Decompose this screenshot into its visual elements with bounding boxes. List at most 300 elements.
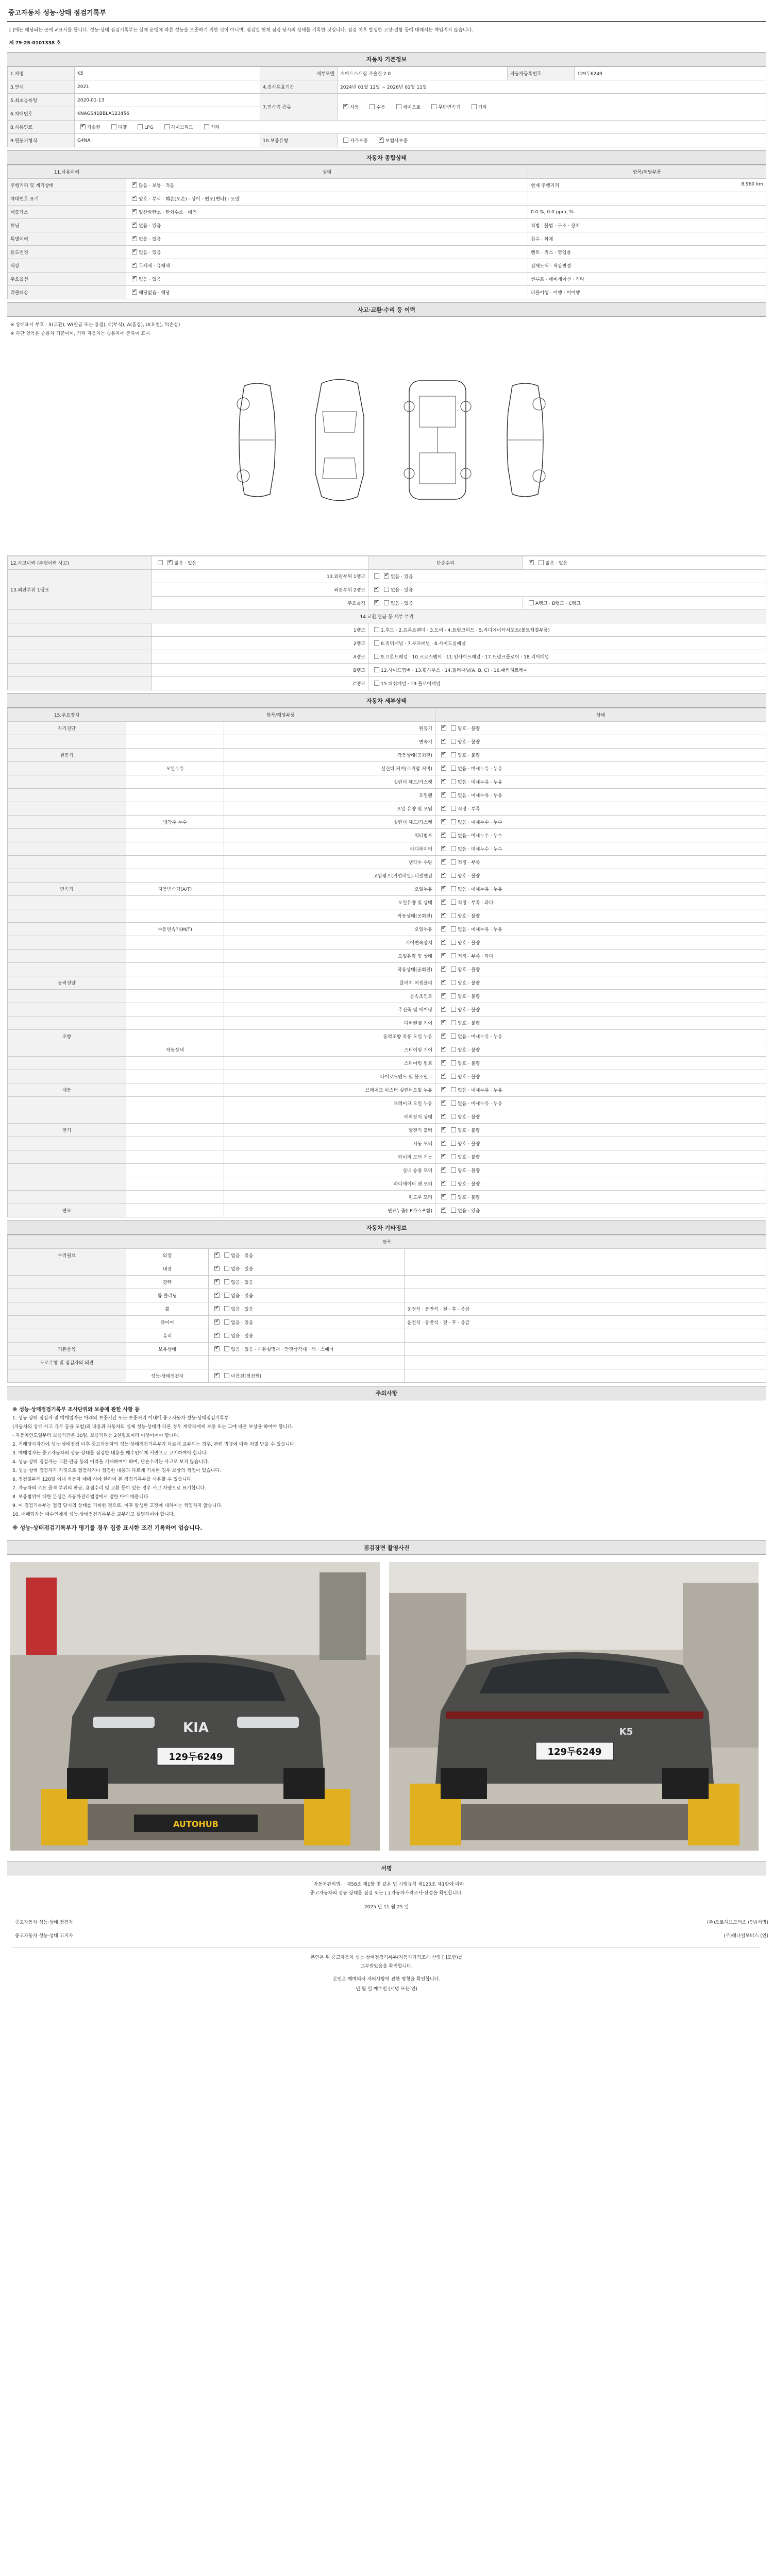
overall-row-state: ✔ 양호 · 부식 · 훼손(오손) · 상이 · 변조(변타) · 도말 [126,192,528,206]
detail-row-state: ✔ 없음 · 미세누유 · 누유 [435,1083,766,1097]
overall-row [8,246,766,259]
other-row-state: ✔ 이종진(점검원) [209,1369,405,1383]
section-overall-title: 자동차 종합상태 [7,150,766,165]
exchange-part-row [8,664,766,677]
detail-row-sub [126,829,224,842]
car-right-side-view [497,381,553,499]
detail-row-item: 배력장치 상태 [224,1110,435,1124]
detail-row-item: 시동 모터 [224,1137,435,1150]
other-row [8,1329,766,1343]
lift-brand-left: AUTOHUB [173,1819,219,1829]
fuel-options: ✔ 가솔린 디젤 LPG 하이브리드 기타 [75,121,766,134]
exchange-part-items: 12.사이드멤버 · 13.휠하우스 · 14.필러패널(A, B, C) · 16.패키지트레이 [368,664,766,677]
detail-row-group [8,1137,126,1150]
detail-row-state: ✔ 양호 · 불량 [435,936,766,950]
detail-row [8,936,766,950]
overall-row-label: 색상 [8,259,126,273]
caution-line: - 자동차인도일부터 보증기간은 30일, 보증거리는 2천킬로미터 이상이어야 합니다. [12,1433,180,1438]
overall-row-state: ✔ 무채색 · 유채색 [126,259,528,273]
detail-row-sub [126,936,224,950]
inspection-document [7,5,766,1997]
section-caution-title: 주의사항 [7,1386,766,1400]
other-row [8,1262,766,1276]
other-row-extra [405,1343,766,1356]
detail-row-group [8,789,126,802]
other-row-item: 내장 [126,1262,209,1276]
detail-row [8,1070,766,1083]
detail-row-item: 브레이크 오일 누유 [224,1097,435,1110]
section-basic-title: 자동차 기본정보 [7,52,766,66]
detail-row [8,856,766,869]
overall-row-state: ✔ 많음 · 보통 · 적음 [126,179,528,192]
detail-row-sub [126,1070,224,1083]
detail-row-state: ✔ 적정 · 부족 · 과다 [435,896,766,909]
detail-row [8,963,766,976]
detail-row-item: 실린더 커버(로커암 커버) [224,762,435,775]
detail-row [8,1083,766,1097]
detail-row-item: 추진축 및 베어링 [224,1003,435,1016]
caution-line: (자동차의 상태·사고 유무 등을 포함)의 내용과 자동차의 실제 성능·상태가 다른 경우 계약자에게 보증 또는 그에 따른 보상을 하여야 합니다. [12,1425,294,1430]
detail-row [8,1177,766,1191]
other-row-extra: 운전석 · 동반석 · 전 · 후 · 응급 [405,1302,766,1316]
inspection-photos [7,1555,766,1858]
overall-row-detail: 렌트 · 리스 · 영업용 [528,246,766,259]
detail-row-group [8,1070,126,1083]
detail-row-state: ✔ 양호 · 불량 [435,1110,766,1124]
detail-row-state: ✔ 양호 · 불량 [435,1003,766,1016]
detail-row-group: 연료 [8,1204,126,1217]
exchange-part-rank: B랭크 [152,664,368,677]
detail-row-sub [126,1137,224,1150]
detail-row [8,1124,766,1137]
other-row-group [8,1329,126,1343]
section-detail-title: 자동차 세부상태 [7,693,766,708]
front-car-image [10,1562,380,1851]
overall-row-detail: 적법 · 불법 · 구조 · 장치 [528,219,766,232]
damage-table: 12.사고이력 (주행이력 사고) ✔ 없음 · 있음 단순수리 ✔ 없음 · 있음 13.외판부위 1랭크 13.외판부위 1랭크 ✔ 없음 · 있음 외판부위 2랭크 ✔ 없음 · 있음 주요골격 ✔ 없음 · 있음 A랭크 · B랭크 · C랭크 14.교환,판금 등 세부 부위 1랭크 1.후드 · 2.프론트펜더 · 3.도어 · 4.트렁크리드 · 5.라디에이터서포트(볼트체결부품) 2랭크 6.쿼터패널 · 7.루프패널 · 8.사이드실패널 A랭크 9.프론트패널 · 10.크로스멤버 · 11.인사이드패널 · 17.트렁크플로어 · 18.리어패널 B랭크 12.사이드멤버 · 13.휠하우스 · 14.필러패널(A, B, C) · 16.패키지트레이 C랭크 15.대쉬패널 · 19.플로어패널 [7,556,766,690]
detail-row-group [8,1110,126,1124]
detail-row-sub [126,1083,224,1097]
detail-row-item: 냉각수 수량 [224,856,435,869]
detail-row-sub [126,1150,224,1164]
caution-line: 3. 매매업자는 중고자동차의 성능·상태를 점검한 내용을 매수인에게 서면으로 고지하여야 합니다. [12,1451,208,1456]
detail-row-state: ✔ 양호 · 불량 [435,1164,766,1177]
exchange-part-group [8,637,152,650]
detail-row [8,1150,766,1164]
detail-row-item: 등속조인트 [224,990,435,1003]
exchange-part-group [8,677,152,690]
other-row-item: 광택 [126,1276,209,1289]
other-row [8,1289,766,1302]
detail-row-item: 스티어링 펌프 [224,1057,435,1070]
detail-row-sub [126,1191,224,1204]
detail-row-group: 변속기 [8,883,126,896]
other-row-group [8,1289,126,1302]
detail-row-state: ✔ 양호 · 불량 [435,1191,766,1204]
detail-row-sub: 자동변속기(A/T) [126,883,224,896]
detail-row-item: 오일누유 [224,923,435,936]
other-row-extra [405,1249,766,1262]
other-row-state: ✔ 없음 · 있음 [209,1302,405,1316]
detail-row-sub [126,789,224,802]
other-row-item: 휠 [126,1302,209,1316]
detail-row-group: 원동기 [8,749,126,762]
overall-row-state: ✔ 없음 · 있음 [126,273,528,286]
detail-row-item: 작동상태(공회전) [224,749,435,762]
detail-row-item: 라디에이터 [224,842,435,856]
caution-lines [12,1414,761,1519]
other-row-group: 수리필요 [8,1249,126,1262]
detail-row [8,1097,766,1110]
other-row-item: 유리 [126,1329,209,1343]
detail-row-state: ✔ 적정 · 부족 [435,802,766,816]
detail-row-group [8,990,126,1003]
detail-row-state: ✔ 양호 · 불량 [435,1137,766,1150]
detail-row [8,1110,766,1124]
other-row-state: ✔ 없음 · 있음 [209,1329,405,1343]
overall-table: 11.사용이력 상태 항목/해당부품 주행거리 및 계기상태 ✔ 많음 · 보통 · 적음 현재 주행거리 8,960 km 차대번호 표기 ✔ 양호 · 부식 · 훼손(오손) · 상이 · 변조(변타) · 도말 배출가스 ✔ 일산화탄소 · 탄화수소 · 매연 0.0 %, 0.0 ppm, % 튜닝 ✔ 없음 · 있음 적법 · 불법 · 구조 · 장치 특별이력 ✔ 없음 · 있음 침수 · 화재 용도변경 ✔ 없음 · 있음 렌트 · 리스 · 영업용 색상 ✔ 무채색 · 유채색 전체도색 · 색상변경 주요옵션 ✔ 없음 · 있음 썬루프 · 네비게이션 · 기타 리콜대상 ✔ 해당없음 · 해당 리콜이행 · 이행 · 미이행 [7,165,766,299]
overall-row-detail: 리콜이행 · 이행 · 미이행 [528,286,766,299]
detail-row-sub [126,963,224,976]
detail-row-item: 실린더 헤드/가스켓 [224,816,435,829]
detail-row-sub [126,802,224,816]
overall-row-state: ✔ 없음 · 있음 [126,232,528,246]
detail-row-sub [126,1177,224,1191]
detail-row-item: 실내 송풍 모터 [224,1164,435,1177]
detail-row [8,1057,766,1070]
detail-row-state: ✔ 없음 · 미세누유 · 누유 [435,1097,766,1110]
document-number-value: 79-25-0101338 [15,41,55,46]
warranty-options: 자가보증 ✔ 보험사보증 [338,134,766,147]
detail-row-group [8,1191,126,1204]
detail-row-state: ✔ 없음 · 미세누수 · 누수 [435,842,766,856]
detail-row-state: ✔ 양호 · 불량 [435,1043,766,1057]
detail-row-item: 클러치 어셈블리 [224,976,435,990]
detail-row-group [8,909,126,923]
detail-row-group [8,735,126,749]
detail-row-sub: 냉각수 누수 [126,816,224,829]
other-row-item: 보유상태 [126,1343,209,1356]
exchange-part-rank: C랭크 [152,677,368,690]
overall-row-label: 차대번호 표기 [8,192,126,206]
document-notice: [ ]에는 해당되는 곳에 ✔표시를 합니다. 성능·상태 점검기록부는 실제 운행에 따른 성능을 보증하기 위한 것이 아니며, 점검일 현재 점검 당시의 상태를 기록한 것입니다. 점검 이후 발생한 고장·결함 등에 대해서는 책임지지 않습니다. [9,28,474,33]
detail-row [8,976,766,990]
exchange-part-group [8,664,152,677]
svg-text:KIA: KIA [183,1720,209,1736]
front-plate: 129두6249 [169,1752,223,1762]
detail-row-state: ✔ 없음 · 미세누수 · 누수 [435,816,766,829]
other-row [8,1316,766,1329]
other-row-extra [405,1289,766,1302]
detail-row-group [8,1150,126,1164]
section-other-title: 자동차 기타정보 [7,1221,766,1235]
overall-row-label: 튜닝 [8,219,126,232]
overall-row [8,259,766,273]
detail-row [8,749,766,762]
detail-row-state: ✔ 없음 · 미세누유 · 누유 [435,883,766,896]
other-row-state: ✔ 없음 · 있음 [209,1249,405,1262]
car-damage-diagram [7,340,766,556]
detail-row-sub [126,976,224,990]
other-row-item: 룸 클리닝 [126,1289,209,1302]
detail-row-item: 발전기 출력 [224,1124,435,1137]
exchange-parts-rows [8,623,766,690]
detail-row-state: ✔ 양호 · 불량 [435,869,766,883]
exchange-part-rank: 1랭크 [152,623,368,637]
detail-row-sub [126,1003,224,1016]
detail-row-item: 기어변속장치 [224,936,435,950]
detail-row-sub [126,869,224,883]
detail-row-item: 오일팬 [224,789,435,802]
detail-row-group [8,1043,126,1057]
detail-row-state: ✔ 없음 · 미세누유 · 누유 [435,1030,766,1043]
exchange-part-rank: A랭크 [152,650,368,664]
exchange-part-row [8,623,766,637]
caution-line: 2. 거래당사자간에 성능·상태점검 이후 중고자동차의 성능·상태점검기록부가 다르게 교부되는 경우, 관련 법규에 따라 처벌 받을 수 있습니다. [12,1442,296,1447]
overall-row-state: ✔ 해당없음 · 해당 [126,286,528,299]
detail-row-item: 오일 유량 및 오염 [224,802,435,816]
car-left-side-view [229,381,285,499]
detail-row-group [8,762,126,775]
detail-row-group [8,842,126,856]
section-photo-title: 점검장면 촬영사진 [7,1540,766,1555]
damage-legend: ※ 상태표시 부호 : X(교환), W(판금 또는 용접), C(부식), A(흠집), U(요철), T(손상) [10,323,180,328]
overall-row-label: 용도변경 [8,246,126,259]
detail-row-sub [126,749,224,762]
car-underbody-view [399,376,476,504]
other-row [8,1343,766,1356]
overall-row-label: 리콜대상 [8,286,126,299]
detail-row-state: ✔ 양호 · 불량 [435,1124,766,1137]
detail-row-sub [126,1164,224,1177]
detail-row-group: 자기진단 [8,722,126,735]
detail-row-item: 연료누출(LP가스포함) [224,1204,435,1217]
detail-row-state: ✔ 없음 · 미세누유 · 누유 [435,923,766,936]
caution-line: 6. 점검일부터 120일 이내 자동차 매매 시에 한하여 본 점검기록부를 사용할 수 있습니다. [12,1477,193,1482]
detail-row-state: ✔ 없음 · 있음 [435,1204,766,1217]
caution-line: 8. 보증범위에 대한 분쟁은 자동차관리법령에서 정한 바에 따릅니다. [12,1495,150,1500]
other-row [8,1369,766,1383]
detail-row [8,762,766,775]
section-damage-title: 사고·교환·수리 등 이력 [7,302,766,317]
detail-row-state: ✔ 양호 · 불량 [435,749,766,762]
overall-rows [8,179,766,299]
detail-row-group [8,963,126,976]
detail-row [8,842,766,856]
detail-row-sub [126,1030,224,1043]
other-row-group [8,1369,126,1383]
detail-row-state: ✔ 양호 · 불량 [435,990,766,1003]
detail-row [8,1191,766,1204]
detail-row-item: 오일유량 및 상태 [224,896,435,909]
detail-row-item: 고압펌프(커먼레일)-디젤엔진 [224,869,435,883]
other-row-state: ✔ 없음 · 있음 [209,1289,405,1302]
detail-row-group [8,923,126,936]
other-row-extra [405,1356,766,1369]
document-number: 제 79-25-0101338 호 [9,41,61,46]
detail-row-sub [126,775,224,789]
other-row-item: 성능·상태점검자 [126,1369,209,1383]
detail-row-sub [126,1110,224,1124]
other-row-group [8,1262,126,1276]
other-row-item: 외장 [126,1249,209,1262]
overall-row [8,179,766,192]
other-rows [8,1249,766,1383]
detail-row-item: 동력조향 작동 오일 누유 [224,1030,435,1043]
detail-row-item: 원동기 [224,722,435,735]
overall-row-detail: 전체도색 · 색상변경 [528,259,766,273]
exchange-part-rank: 2랭크 [152,637,368,650]
detail-row-group [8,1003,126,1016]
detail-row-sub [126,1204,224,1217]
detail-row [8,1043,766,1057]
detail-row-item: 실린더 헤드/가스켓 [224,775,435,789]
detail-row-state: ✔ 양호 · 불량 [435,976,766,990]
detail-row-item: 스티어링 기어 [224,1043,435,1057]
detail-row-group: 동력전달 [8,976,126,990]
detail-row [8,869,766,883]
detail-row [8,735,766,749]
detail-row-state: ✔ 양호 · 불량 [435,1150,766,1164]
exchange-part-items: 15.대쉬패널 · 19.플로어패널 [368,677,766,690]
other-row-extra: 운전석 · 동반석 · 전 · 후 · 응급 [405,1316,766,1329]
detail-row-sub [126,1124,224,1137]
other-row-group [8,1316,126,1329]
detail-row-item: 라디에이터 팬 모터 [224,1177,435,1191]
document-title: 중고자동차 성능·상태 점검기록부 [7,5,766,22]
car-top-view [306,376,373,504]
detail-row [8,990,766,1003]
detail-row-sub [126,909,224,923]
detail-row-sub [126,1057,224,1070]
overall-row-label: 주요옵션 [8,273,126,286]
overall-row [8,192,766,206]
detail-row-group [8,802,126,816]
other-row-extra [405,1369,766,1383]
detail-row-group [8,1177,126,1191]
detail-row-group [8,829,126,842]
detail-row-sub [126,990,224,1003]
detail-row [8,789,766,802]
svg-text:K5: K5 [619,1726,633,1737]
detail-row-item: 브레이크 마스터 실린더오일 누유 [224,1083,435,1097]
detail-row-group [8,816,126,829]
other-row-state: ✔ 없음 · 있음 · 사용설명서 · 안전삼각대 · 잭 · 스패너 [209,1343,405,1356]
detail-row-state: ✔ 양호 · 불량 [435,1057,766,1070]
detail-row-state: ✔ 양호 · 불량 [435,735,766,749]
detail-row [8,1164,766,1177]
detail-row-state: ✔ 양호 · 불량 [435,1070,766,1083]
overall-row [8,206,766,219]
detail-row-item: 오일유량 및 상태 [224,950,435,963]
other-row-extra [405,1262,766,1276]
other-row [8,1356,766,1369]
section-sign-title: 서명 [7,1861,766,1875]
exchange-part-items: 1.후드 · 2.프론트펜더 · 3.도어 · 4.트렁크리드 · 5.라디에이터서포트(볼트체결부품) [368,623,766,637]
detail-row-sub: 수동변속기(M/T) [126,923,224,936]
overall-row [8,273,766,286]
detail-row-state: ✔ 적정 · 부족 [435,856,766,869]
exchange-part-group [8,623,152,637]
detail-row-item: 타이로드엔드 및 볼조인트 [224,1070,435,1083]
detail-row-group [8,1164,126,1177]
detail-row-state: ✔ 양호 · 불량 [435,722,766,735]
detail-row-sub [126,735,224,749]
overall-row-label: 특별이력 [8,232,126,246]
detail-row-group [8,950,126,963]
exchange-part-group [8,650,152,664]
basic-info-table: 1.차명 K5 세부모델 스마트스트림 가솔린 2.0 자동차등록번호 129두6249 3.연식 2021 4.검사유효기간 2024년 01월 12일 ~ 2026년 01월 11일 5.최초등록일 2020-01-13 7.변속기 종류 ✔ 자동 수동 세미오토 무단변속기 기타 6.차대번호 KNAGS41BBLA123456 8.사용연료 ✔ 가솔린 디젤 LPG 하이브리드 기타 9.원동기형식 G4NA 10.보증유형 자가보증 ✔ 보험사보증 [7,66,766,147]
caution-line: 1. 성능·상태 점검자 및 매매업자는 아래의 보증기간 또는 보증거리 이내에 중고자동차 성능·상태점검기록부 [12,1416,229,1421]
detail-row-state: ✔ 없음 · 미세누유 · 누유 [435,789,766,802]
detail-row-group [8,896,126,909]
overall-row-label: 주행거리 및 계기상태 [8,179,126,192]
detail-row [8,1016,766,1030]
overall-row-detail [528,192,766,206]
exchange-part-items: 6.쿼터패널 · 7.루프패널 · 8.사이드실패널 [368,637,766,650]
detail-row [8,896,766,909]
detail-row [8,883,766,896]
rear-car-image [389,1562,759,1851]
overall-row-state: ✔ 없음 · 있음 [126,219,528,232]
detail-row-group: 전기 [8,1124,126,1137]
other-row-group [8,1276,126,1289]
other-row-group: 기본품목 [8,1343,126,1356]
overall-row-detail: 0.0 %, 0.0 ppm, % [528,206,766,219]
detail-row [8,775,766,789]
overall-row-state: ✔ 없음 · 있음 [126,246,528,259]
detail-row [8,950,766,963]
exchange-part-row [8,650,766,664]
other-row-extra [405,1329,766,1343]
rear-photo [389,1562,759,1851]
caution-line: 9. 이 점검기록부는 점검 당시의 상태를 기록한 것으로, 이후 발생한 고장에 대하여는 책임지지 않습니다. [12,1503,223,1509]
caution-line: 5. 성능·상태 점검자가 거짓으로 점검하거나 점검한 내용과 다르게 기재한 경우 보상의 책임이 있습니다. [12,1468,222,1473]
detail-row-state: ✔ 양호 · 불량 [435,1016,766,1030]
detail-row-item: 오일누유 [224,883,435,896]
detail-row [8,1030,766,1043]
overall-row [8,232,766,246]
detail-row-item: 작동상태(공회전) [224,963,435,976]
detail-row-item: 워터펌프 [224,829,435,842]
detail-row [8,816,766,829]
detail-row-state: ✔ 없음 · 미세누수 · 누수 [435,829,766,842]
detail-row-sub [126,1016,224,1030]
detail-row-sub [126,842,224,856]
detail-row-group [8,869,126,883]
caution-line: 7. 자동차의 주요 골격 부위의 판금, 용접수리 및 교환 등이 있는 경우 사고 차량으로 표기합니다. [12,1486,207,1491]
detail-row-sub: 오일누유 [126,762,224,775]
other-row-item: 타이어 [126,1316,209,1329]
detail-row-group [8,1057,126,1070]
overall-row [8,286,766,299]
detail-row [8,923,766,936]
detail-row-sub: 작동상태 [126,1043,224,1057]
detail-row-group [8,775,126,789]
detail-row-sub [126,1097,224,1110]
detail-row-sub [126,950,224,963]
detail-row-group: 조향 [8,1030,126,1043]
front-photo [10,1562,380,1851]
other-row [8,1302,766,1316]
transmission-options: ✔ 자동 수동 세미오토 무단변속기 기타 [338,94,766,121]
detail-row-state: ✔ 없음 · 미세누유 · 누유 [435,775,766,789]
sign-date: 2025 년 11 월 25 일 [364,1905,409,1910]
overall-row-detail: 썬루프 · 네비게이션 · 기타 [528,273,766,286]
other-row-state: ✔ 없음 · 있음 [209,1262,405,1276]
exchange-part-row [8,637,766,650]
detail-row-item: 디퍼렌셜 기어 [224,1016,435,1030]
